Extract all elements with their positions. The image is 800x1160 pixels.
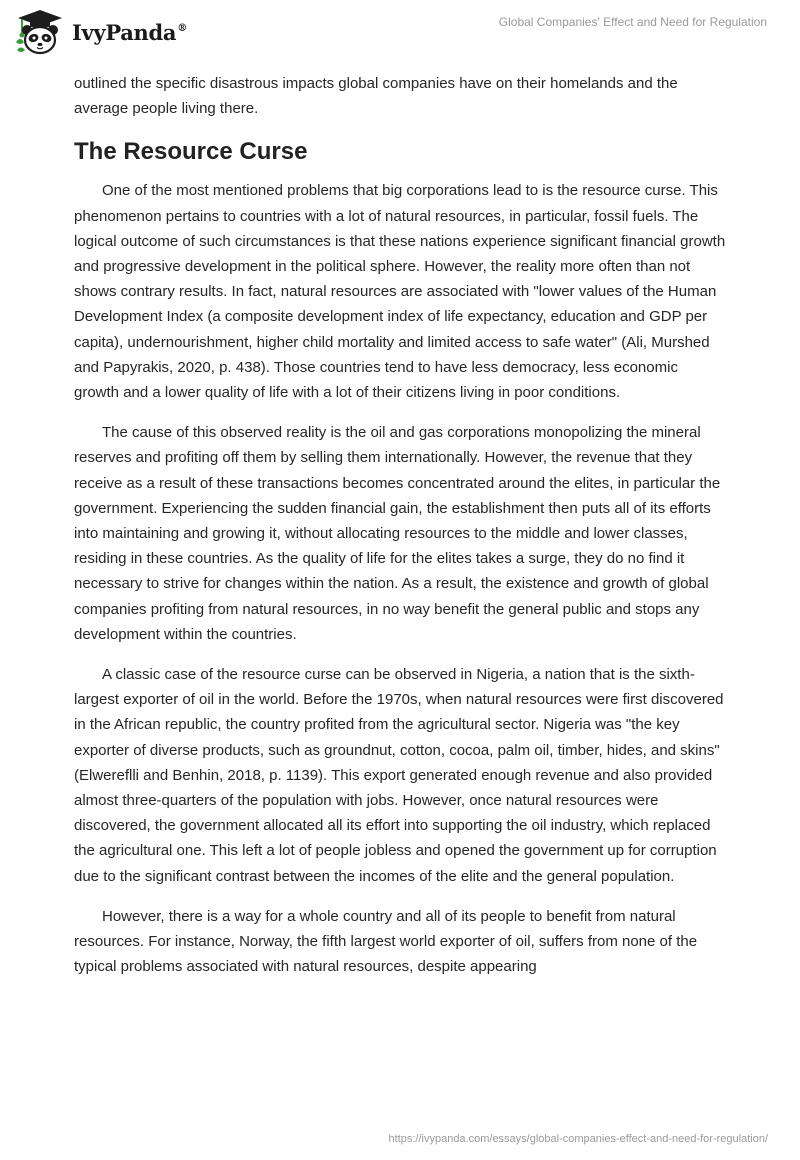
body-paragraph: However, there is a way for a whole country and all of its people to benefit from natural resources. For instance, Norway, the fifth largest world exporter of oil, suffers from none of the typical problems associated with natural resources, despite appearing (74, 907, 698, 976)
section-heading: The Resource Curse (74, 138, 308, 166)
body-paragraph: One of the most mentioned problems that big corporations lead to is the resource curse. This phenomenon pertains to countries with a lot of natural resources, in particular, fossil fuels. The logical outcome of such circumstances is that these nations experience significant financial growth and progressive development in the political sphere. However, the reality more often than not shows contrary results. In fact, natural resources are associated with "lower values of the Human Development Index (a composite development index of life expectancy, education and GDP per capita), undernourishment, higher child mortality and limited access to safe water" (Ali, Murshed and Papyrakis, 2020, p. 438). Those countries tend to have less democracy, less economic growth and a lower quality of life with a lot of their citizens living in poor conditions. (74, 182, 726, 402)
source-url-link[interactable]: https://ivypanda.com/essays/global-companies-effect-and-need-for-regulation/ (388, 1133, 768, 1145)
ivypanda-logo[interactable] (14, 8, 187, 56)
page-header (0, 0, 800, 64)
essay-body (74, 71, 726, 995)
document-title: Global Companies' Effect and Need for Regulation (498, 15, 767, 29)
intro-continuation-paragraph: outlined the specific disastrous impacts global companies have on their homelands and the average people living there. (74, 75, 678, 118)
logo-wordmark: IvyPanda® (72, 19, 187, 45)
body-paragraph: A classic case of the resource curse can be observed in Nigeria, a nation that is the sixth-largest exporter of oil in the world. Before the 1970s, when natural resources were first discovered in the African republic, the country profited from the agricultural sector. Nigeria was "the key exporter of diverse products, such as groundnut, cotton, cocoa, palm oil, timber, hides, and skins" (Elwereflli and Benhin, 2018, p. 1139). This export generated enough revenue and also provided almost three-quarters of the population with jobs. However, once natural resources were discovered, the government allocated all its effort into supporting the oil industry, which replaced the agricultural one. This left a lot of people jobless and opened the government up for corruption due to the significant contrast between the incomes of the elite and the general population. (74, 666, 724, 885)
body-paragraph: The cause of this observed reality is the oil and gas corporations monopolizing the mineral reserves and profiting off them by selling them internationally. However, the revenue that they receive as a result of these transactions becomes concentrated around the elites, in particular the government. Experiencing the sudden financial gain, the establishment then puts all of its efforts into maintaining and growing it, without allocating resources to the middle and lower classes, residing in these countries. As the quality of life for the elites takes a surge, they do no find it necessary to strive for changes within the nation. As a result, the existence and growth of global companies profiting from natural resources, in no way benefit the general public and stops any development within the countries. (74, 424, 721, 643)
panda-graduate-icon (14, 8, 66, 56)
